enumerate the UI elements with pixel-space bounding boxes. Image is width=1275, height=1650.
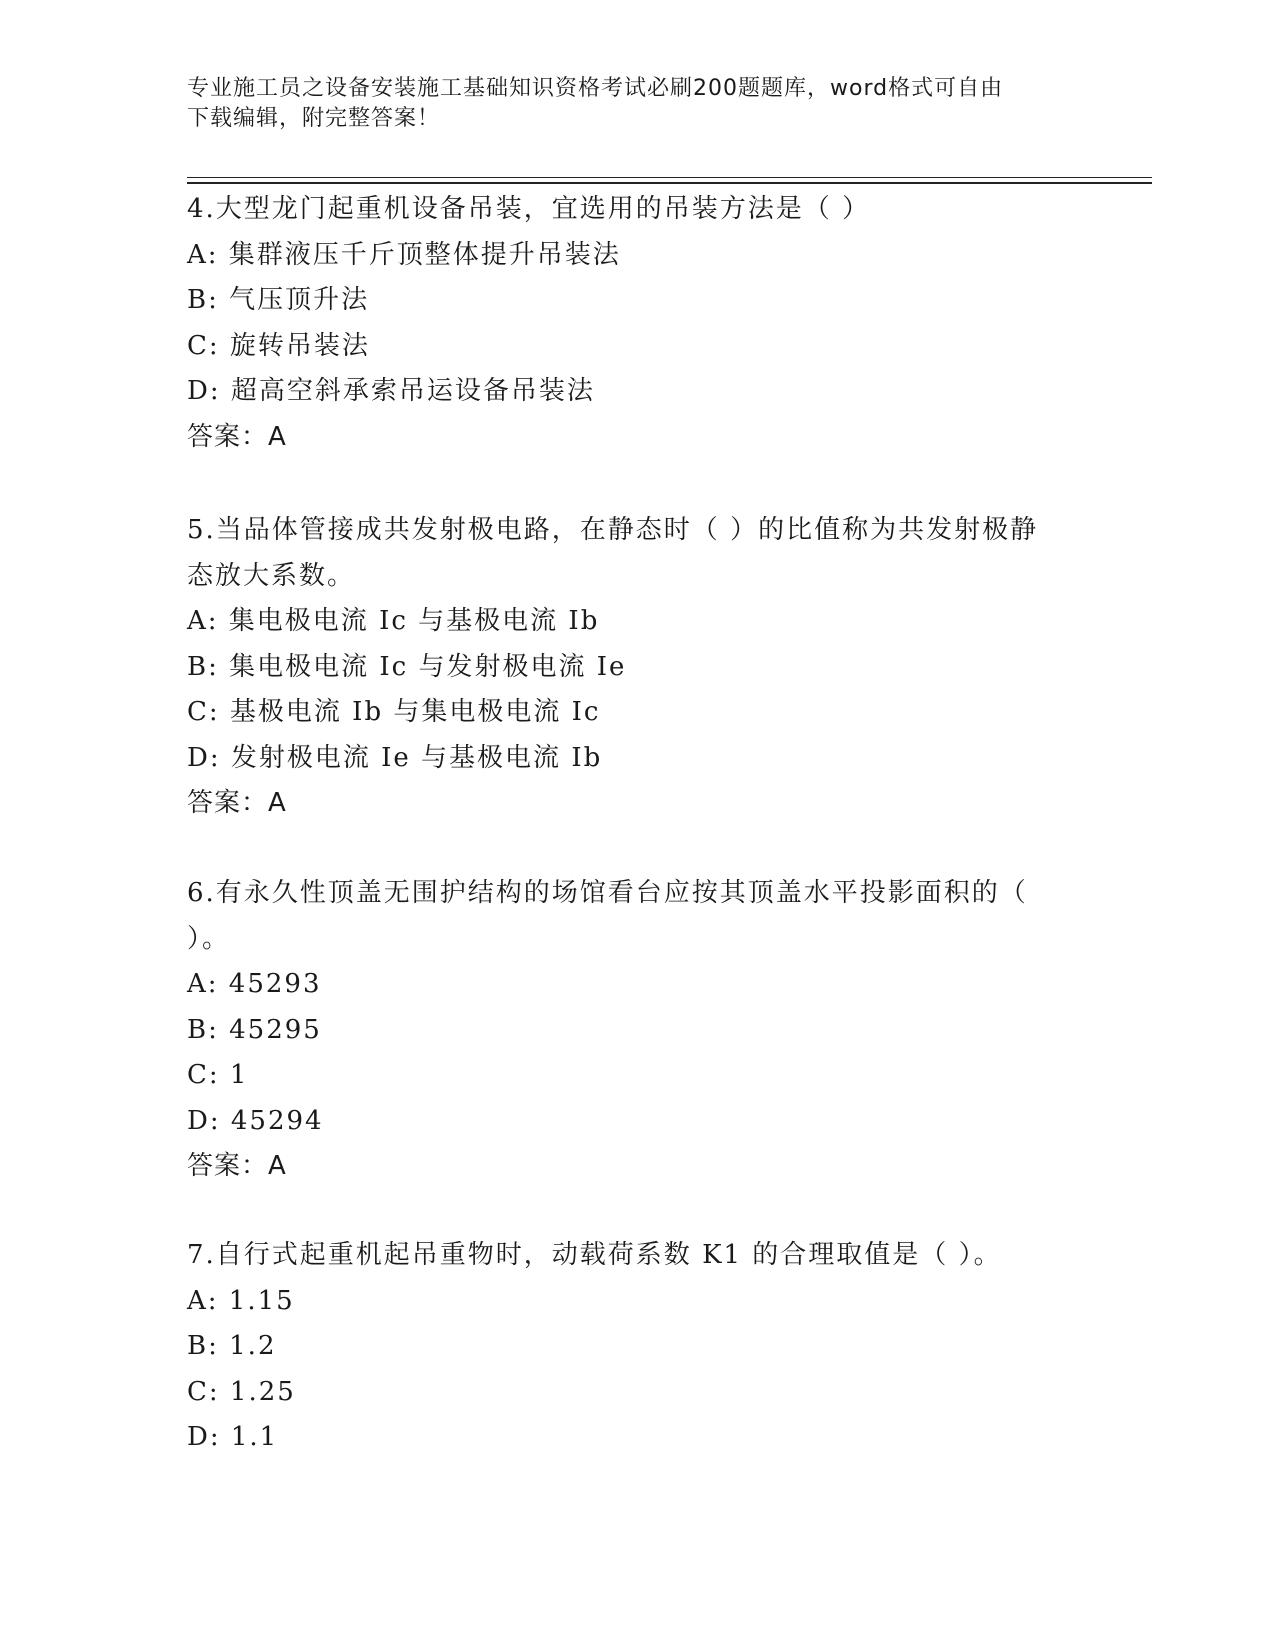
question-stem-continued: ）。 — [187, 923, 231, 954]
question-block — [187, 1233, 1087, 1461]
option-d: D: 超高空斜承索吊运设备吊装法 — [187, 376, 595, 406]
header-divider-thick — [187, 182, 1152, 184]
option-c: C: 基极电流 Ib 与集电极电流 Ic — [187, 697, 601, 727]
option-b: B: 集电极电流 Ic 与发射极电流 Ie — [187, 651, 627, 682]
answer: 答案：A — [187, 788, 287, 818]
question-stem: 7.自行式起重机起吊重物时，动载荷系数 K1 的合理取值是（ ）。 — [187, 1240, 1002, 1270]
option-b: B: 45295 — [187, 1014, 322, 1045]
question-block — [187, 508, 1087, 827]
answer: 答案：A — [187, 421, 287, 452]
document-header — [187, 74, 1087, 134]
question-block — [187, 871, 1087, 1190]
option-a: A: 集电极电流 Ic 与基极电流 Ib — [187, 606, 600, 636]
option-b: B: 气压顶升法 — [187, 285, 370, 315]
question-stem-continued: 态放大系数。 — [187, 560, 356, 591]
option-a: A: 1.15 — [187, 1285, 295, 1316]
header-line-2: 下载编辑，附完整答案！ — [187, 106, 441, 131]
option-c: C: 旋转吊装法 — [187, 330, 370, 361]
option-d: D: 发射极电流 Ie 与基极电流 Ib — [187, 742, 603, 773]
option-a: A: 45293 — [187, 969, 322, 999]
question-stem: 5.当品体管接成共发射极电路，在静态时（ ）的比值称为共发射极静 — [187, 515, 1039, 545]
option-a: A: 集群液压千斤顶整体提升吊装法 — [187, 239, 621, 270]
question-block — [187, 187, 1087, 460]
header-line-1: 专业施工员之设备安装施工基础知识资格考试必刷200题题库，word格式可自由 — [187, 76, 1004, 101]
answer: 答案：A — [187, 1151, 287, 1181]
option-b: B: 1.2 — [187, 1331, 277, 1361]
question-stem: 4.大型龙门起重机设备吊装，宜选用的吊装方法是（ ） — [187, 194, 871, 224]
question-stem: 6.有永久性顶盖无围护结构的场馆看台应按其顶盖水平投影面积的（ — [187, 878, 1028, 908]
option-d: D: 1.1 — [187, 1422, 279, 1452]
option-c: C: 1.25 — [187, 1376, 296, 1407]
option-d: D: 45294 — [187, 1105, 324, 1136]
option-c: C: 1 — [187, 1060, 249, 1090]
header-divider — [187, 177, 1152, 178]
